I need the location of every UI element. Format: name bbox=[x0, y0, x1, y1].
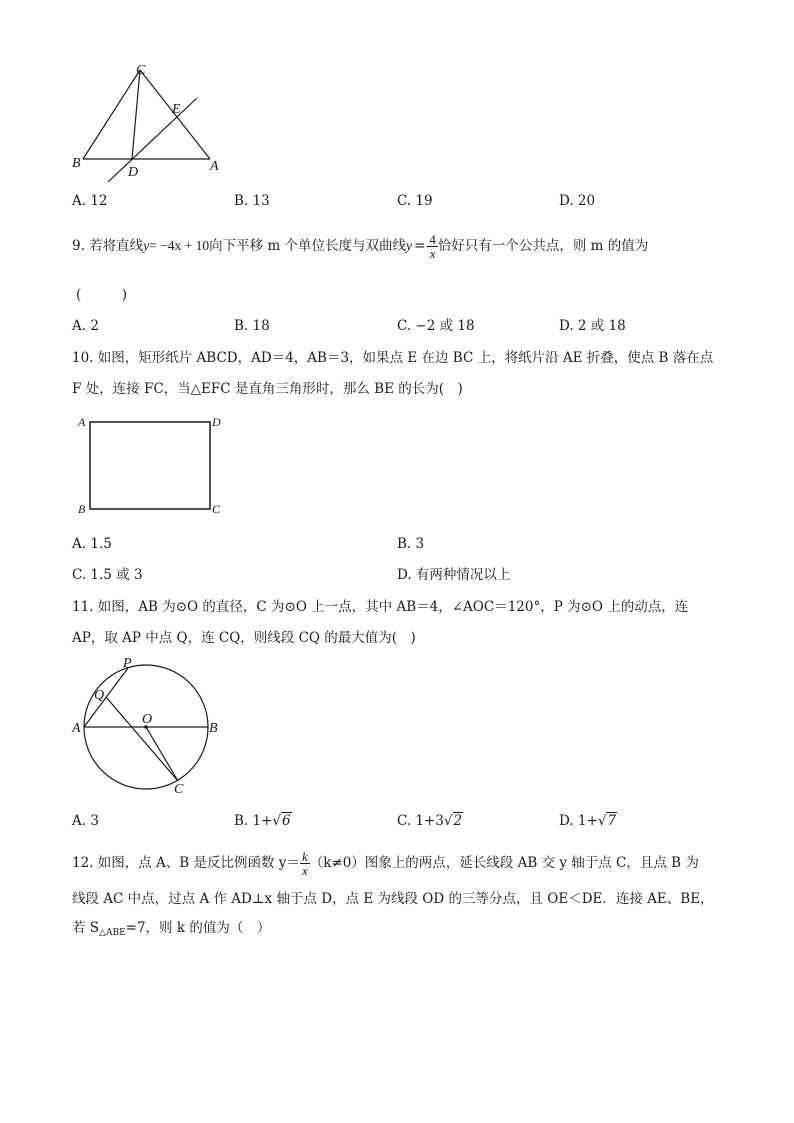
q11-option-c[interactable] bbox=[397, 811, 463, 831]
label-q: Q bbox=[94, 688, 105, 703]
q11-option-a[interactable]: A. 3 bbox=[72, 813, 99, 829]
figure-q11-circle bbox=[66, 655, 226, 800]
figure-q8-triangle bbox=[60, 58, 220, 188]
q12-line-1-prefix: 12. 如图，点 A、B 是反比例函数 y＝ bbox=[72, 855, 300, 871]
line-de bbox=[108, 98, 197, 182]
q9-hyp-fraction bbox=[427, 233, 438, 260]
label-a: A bbox=[72, 721, 81, 736]
label-d: D bbox=[212, 415, 221, 429]
label-d: D bbox=[128, 165, 139, 180]
q9-option-b[interactable]: B. 18 bbox=[234, 318, 270, 334]
label-e: E bbox=[172, 102, 181, 117]
q11-stem-line-1: 11. 如图，AB 为⊙O 的直径，C 为⊙O 上一点，其中 AB＝4，∠AOC＝120°，P 为⊙O 上的动点，连 bbox=[72, 599, 689, 615]
rectangle-abcd bbox=[90, 422, 210, 509]
q9-number: 9. bbox=[72, 238, 85, 254]
q12-stem-line-3 bbox=[72, 918, 270, 943]
q11-option-d-prefix: D. 1+ bbox=[559, 813, 598, 829]
q12-line-1-suffix: （k≠0）图象上的两点，延长线段 AB 交 y 轴于点 C，且点 B 为 bbox=[309, 855, 699, 871]
q12-fraction-k-over-x bbox=[300, 850, 310, 877]
q11-stem-line-2: AP，取 AP 中点 Q，连 CQ，则线段 CQ 的最大值为( ) bbox=[72, 630, 416, 646]
q8-option-a[interactable]: A. 12 bbox=[72, 193, 108, 209]
q12-frac-num: k bbox=[301, 849, 308, 864]
q9-option-a[interactable]: A. 2 bbox=[72, 318, 99, 334]
segment-bc bbox=[83, 70, 140, 159]
label-a: A bbox=[78, 415, 86, 429]
q9-hyp-lhs: y bbox=[406, 238, 413, 253]
q10-option-a[interactable]: A. 1.5 bbox=[72, 536, 112, 552]
q10-option-d[interactable]: D. 有两种情况以上 bbox=[397, 567, 511, 583]
q9-answer-paren: ( ) bbox=[76, 287, 128, 303]
q9-hyp-eq: = bbox=[414, 238, 426, 254]
q9-stem bbox=[72, 233, 648, 260]
label-p: P bbox=[123, 656, 132, 671]
q8-option-d[interactable]: D. 20 bbox=[559, 193, 596, 209]
sqrt-6: √6 bbox=[272, 813, 291, 829]
sqrt-7: √7 bbox=[597, 813, 617, 829]
q9-option-c[interactable]: C. −2 或 18 bbox=[397, 318, 475, 334]
q10-stem-line-1: 10. 如图，矩形纸片 ABCD，AD＝4，AB＝3，如果点 E 在边 BC 上，将纸片沿 AE 折叠，使点 B 落在点 bbox=[72, 350, 714, 366]
q12-area-subscript: △ABE bbox=[99, 928, 126, 938]
q9-line-lhs: y bbox=[143, 238, 150, 253]
q9-text-2: 向下平移 m 个单位长度与双曲线 bbox=[209, 238, 407, 254]
q9-text-3: 恰好只有一个公共点，则 m 的值为 bbox=[437, 238, 649, 254]
q9-line-rhs: = −4x + 10 bbox=[149, 238, 210, 253]
label-b: B bbox=[72, 156, 81, 171]
q9-text-1: 若将直线 bbox=[89, 238, 144, 254]
q9-hyp-num: 4 bbox=[429, 232, 436, 247]
q10-option-c[interactable]: C. 1.5 或 3 bbox=[72, 567, 143, 583]
q11-option-b[interactable] bbox=[234, 811, 292, 831]
q12-stem-line-2: 线段 AC 中点，过点 A 作 AD⊥x 轴于点 D，点 E 为线段 OD 的三等分点，且 OE＜DE．连接 AE、BE， bbox=[72, 891, 714, 907]
q12-line-3-prefix: 若 S bbox=[72, 920, 100, 936]
q8-option-c[interactable]: C. 19 bbox=[397, 193, 433, 209]
label-b: B bbox=[78, 502, 86, 516]
q10-stem-line-2: F 处，连接 FC，当△EFC 是直角三角形时，那么 BE 的长为( ) bbox=[72, 381, 463, 397]
segment-qc bbox=[106, 697, 178, 781]
q9-option-d[interactable]: D. 2 或 18 bbox=[559, 318, 626, 334]
segment-oc bbox=[146, 727, 178, 781]
q12-frac-den: x bbox=[301, 863, 308, 878]
figure-q10-rectangle bbox=[70, 410, 230, 520]
q12-stem-line-1 bbox=[72, 850, 699, 877]
q11-option-c-prefix: C. 1+3 bbox=[397, 813, 444, 829]
label-a: A bbox=[210, 159, 219, 174]
q11-option-b-prefix: B. 1+ bbox=[234, 813, 273, 829]
q12-line-3-suffix: =7，则 k 的值为（ ） bbox=[125, 920, 271, 936]
q11-option-d[interactable] bbox=[559, 811, 617, 831]
q10-option-b[interactable]: B. 3 bbox=[397, 536, 425, 552]
q9-hyp-den: x bbox=[429, 246, 436, 261]
label-c: C bbox=[212, 502, 221, 516]
label-c: C bbox=[174, 782, 184, 797]
label-c: C bbox=[136, 63, 146, 78]
segment-cd bbox=[132, 70, 140, 159]
q8-option-b[interactable]: B. 13 bbox=[234, 193, 270, 209]
label-b: B bbox=[209, 721, 218, 736]
sqrt-2: √2 bbox=[443, 813, 463, 829]
label-o: O bbox=[142, 712, 153, 727]
